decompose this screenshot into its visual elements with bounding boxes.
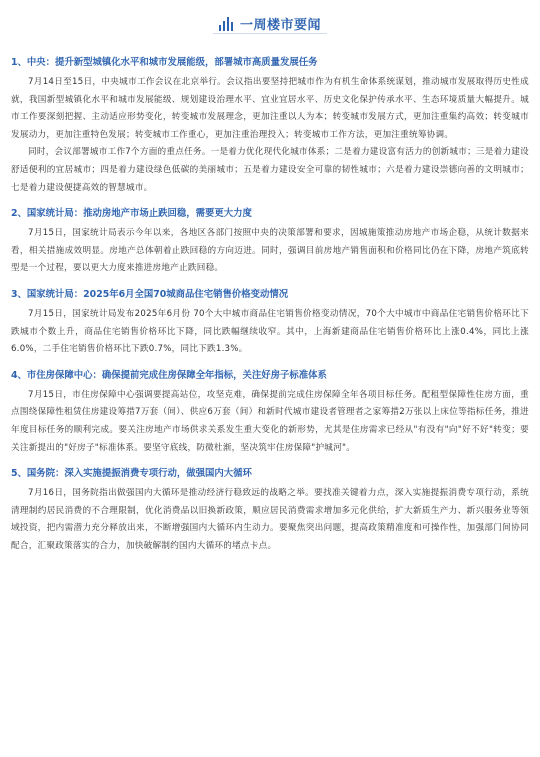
news-item-paragraph: 7月15日，国家统计局发布2025年6月份 70个大中城市商品住宅销售价格变动情况，70个大中城市中商品住宅销售价格环比下跌城市个数上升，商品住宅销售价格环比下降，同比跌幅继续收窄。其中，上海新建商品住宅销售价格环比上涨0.4%，同比上涨6.0%，二手住宅销售价格环比下跌0.7%，同比下跌1.3%。 — [11, 308, 529, 355]
news-item-title: 2、国家统计局：推动房地产市场止跌回稳，需要更大力度 — [11, 208, 252, 220]
page-header — [11, 0, 529, 45]
news-item-paragraph: 7月16日，国务院指出做强国内大循环是推动经济行稳致远的战略之举。要找准关键着力点，深入实施提振消费专项行动，系统清理制约居民消费的不合理限制，优化消费品以旧换新政策，顺应居民消费需求增加多元化供给，扩大新质生产力、新兴服务业等领域投资，把内需潜力充分释放出来，不断增强国内大循环内生动力。要聚焦突出问题，提高政策精准度和可操作性，加强部门间协同配合，汇聚政策落实的合力，加快破解制约国内大循环的堵点卡点。 — [11, 488, 529, 551]
news-item-housing-security — [11, 369, 529, 457]
news-item-paragraph: 7月15日，国家统计局表示今年以来，各地区各部门按照中央的决策部署和要求，因城施策推动房地产市场企稳，从统计数据来看，相关措施成效明显。房地产总体朝着止跌回稳的方向迈进。同时，强调目前房地产销售面积和价格同比仍在下降，房地产筑底转型是一个过程，要以更大力度来推进房地产止跌回稳。 — [11, 228, 529, 274]
bar-chart-icon — [219, 17, 233, 31]
news-item-title: 3、国家统计局：2025年6月全国70城商品住宅销售价格变动情况 — [11, 288, 289, 300]
news-item-title: 4、市住房保障中心：确保提前完成住房保障全年指标，关注好房子标准体系 — [11, 369, 327, 381]
news-item-stats-bureau-market — [11, 207, 529, 278]
news-item-paragraph: 7月14日至15日，中央城市工作会议在北京举行。会议指出要坚持把城市作为有机生命体系统谋划，推动城市发展取得历史性成就，我国新型城镇化水平和城市发展能级、规划建设治理水平、宜业宜居水平、历史文化保护传承水平、生态环境质量大幅提升。城市工作要深刻把握、主动适应形势变化，转变城市发展理念，更加注重以人为本；转变城市发展方式，更加注重集约高效；转变城市发展动力，更加注重特色发展；转变城市工作重心，更加注重治理投入；转变城市工作方法，更加注重统筹协调。 — [11, 77, 529, 140]
news-item-paragraph: 7月15日，市住房保障中心强调要提高站位，攻坚克难，确保提前完成住房保障全年各项目标任务。配租型保障性住房方面，重点围绕保障性租赁住房建设筹措7万套（间）、供应6万套（间）和新时代城市建设者管理者之家筹措2万张以上床位等指标任务，推进年度目标任务的顺利完成。要关注房地产市场供求关系发生重大变化的新形势，尤其是住房需求已经从"有没有"向"好不好"转变；要关注新提出的"好房子"标准体系。要坚守底线，防微杜渐，坚决筑牢住房保障"护城河"。 — [11, 389, 529, 453]
news-item-stats-bureau-prices — [11, 288, 529, 359]
page-title: 一周楼市要闻 — [239, 18, 321, 33]
news-item-paragraph: 同时，会议部署城市工作7个方面的重点任务。一是着力优化现代化城市体系；二是着力建设富有活力的创新城市；三是着力建设舒适便利的宜居城市；四是着力建设绿色低碳的美丽城市；五是着力建设安全可靠的韧性城市；六是着力建设崇德向善的文明城市；七是着力建设便捷高效的智慧城市。 — [11, 147, 529, 193]
news-item-state-council — [11, 467, 529, 555]
header-divider — [213, 33, 327, 34]
news-item-title: 5、国务院：深入实施提振消费专项行动，做强国内大循环 — [11, 468, 252, 480]
news-item-title: 1、中央：提升新型城镇化水平和城市发展能级，部署城市高质量发展任务 — [11, 57, 318, 68]
news-item-central — [11, 56, 529, 197]
